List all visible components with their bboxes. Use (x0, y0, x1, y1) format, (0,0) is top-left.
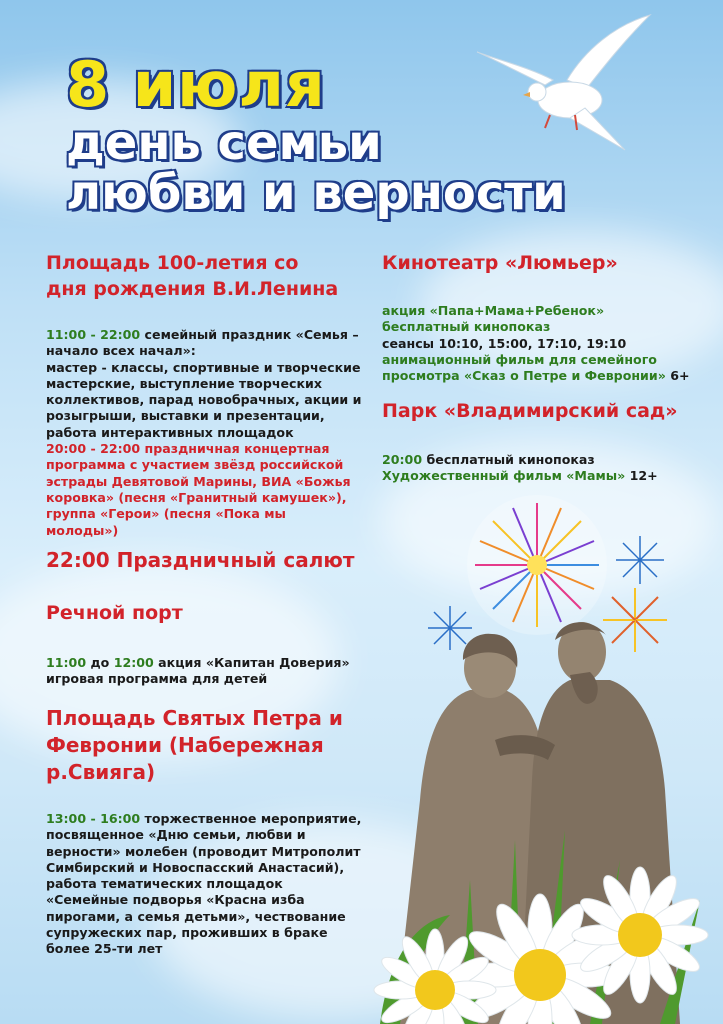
event-time: 20:00 - 22:00 (46, 441, 141, 457)
fireworks-announcement: 22:00 Праздничный салют (46, 548, 355, 572)
venue-heading-lumiere-cinema: Кинотеатр «Люмьер» (382, 252, 618, 274)
venue-program-vladimir-garden: 20:00 бесплатный кинопоказ Художественный фильм «Мамы» 12+ (382, 452, 658, 484)
fireworks-icon (428, 495, 667, 652)
title-line-2: любви и верности (66, 165, 566, 221)
age-rating-badge: 6+ (665, 368, 690, 384)
event-time: 20:00 (382, 452, 423, 467)
age-rating-badge: 12+ (625, 468, 658, 484)
title-line-1: день семьи (66, 115, 382, 171)
poster-header (66, 48, 566, 221)
venue-program-lumiere-cinema: акция «Папа+Мама+Ребенок» бесплатный кинопоказ сеансы 10:10, 15:00, 17:10, 19:10 анимационный фильм для семейного просмотра «Сказ о Петре и Февронии» 6+ (382, 303, 690, 384)
venue-heading-peter-fevronia-square: Площадь Святых Петра и Февронии (Набережная р.Свияга) (46, 706, 343, 784)
venue-heading-river-port: Речной порт (46, 602, 183, 624)
venue-program-peter-fevronia-square: 13:00 - 16:00 торжественное мероприятие, посвященное «Дню семьи, любви и верности» молебен (проводит Митрополит Симбирский и Новоспасский Анастасий), работа тематических площадок «Семейные подворья «Красна изба пирогами, а семья детьми», чествование супружеских пар, проживших в браке более 25-ти лет (46, 811, 362, 957)
venue-program-river-port: 11:00 до 12:00 акция «Капитан Доверия» игровая программа для детей (46, 655, 350, 687)
event-time: 11:00 - 22:00 (46, 327, 141, 342)
event-time: 13:00 - 16:00 (46, 811, 141, 826)
venue-heading-lenin-square: Площадь 100-летия со дня рождения В.И.Ленина (46, 252, 339, 300)
event-date: 8 июля (66, 48, 326, 121)
venue-program-lenin-square: 11:00 - 22:00 семейный праздник «Семья – начало всех начал»: мастер - классы, спортивные и творческие мастерские, выступление творческих коллективов, парад новобрачных, акции и розыгрыши, выставки и презентации, работа интерактивных площадок 20:00 - 22:00 праздничная концертная программа с участием звёзд российской эстрады Девятовой Марины, ВИА «Божья коровка» (песня «Гранитный камушек»), группа «Герои» (песня «Пока мы молоды») (46, 327, 362, 538)
venue-heading-vladimir-garden: Парк «Владимирский сад» (382, 400, 678, 422)
